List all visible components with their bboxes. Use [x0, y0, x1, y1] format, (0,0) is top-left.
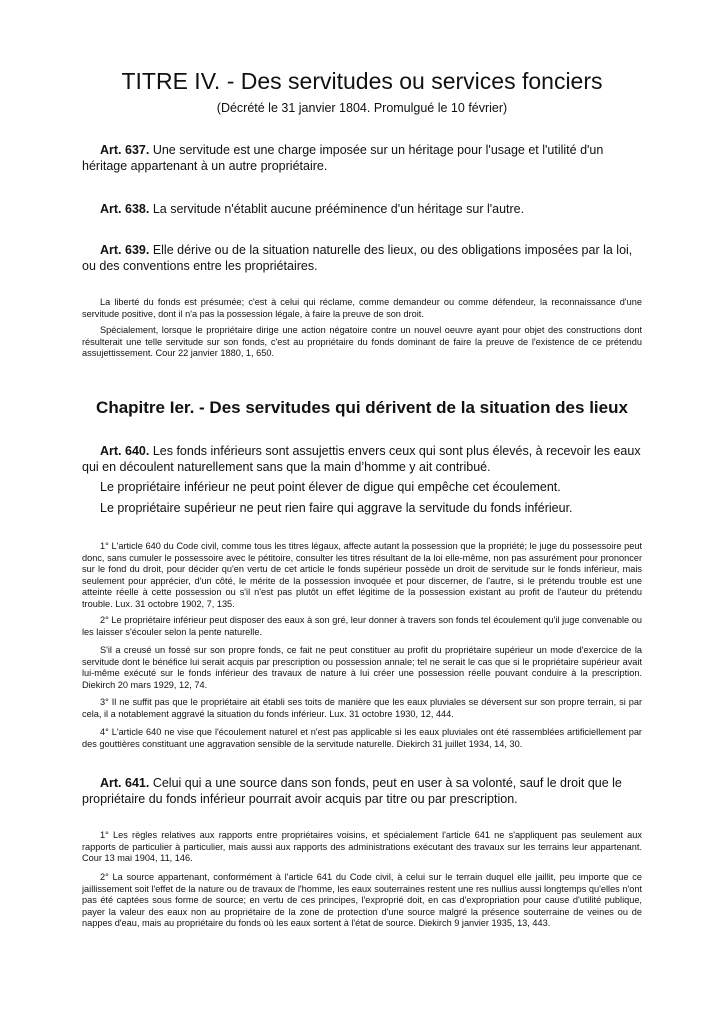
- annotation-paragraph: 4° L'article 640 ne vise que l'écoulement naturel et n'est pas applicable si les eaux pluviales ont été rassemblées artificiellement par des gouttières constituant une aggravation sensible de la servitude naturelle. Diekirch 31 juillet 1934, 14, 30.: [82, 727, 642, 749]
- annotation-paragraph: 2° La source appartenant, conformément à l'article 641 du Code civil, à celui sur le terrain duquel elle jaillit, peu importe que ce jaillissement soit l'effet de la nature ou de travaux de l'homme, les eaux souterraines restent une res nullius aussi longtemps qu'elles n'ont pas été captées sous forme de source; en vertu de ces principes, l'exproprié doit, en cas d'expropriation pour cause d'utilité publique, payer la valeur des eaux non au propriétaire de la zone de protection d'une source malgré la présence souterraine de veines ou de nappes d'eau, mais au propriétaire du fonds où les eaux sortent à l'état de source. Diekirch 9 janvier 1935, 13, 443.: [82, 872, 642, 928]
- chapter-title: Chapitre Ier. - Des servitudes qui dérivent de la situation des lieux: [96, 398, 628, 417]
- annotation-paragraph: La liberté du fonds est présumée; c'est à celui qui réclame, comme demandeur ou comme défendeur, la reconnaissance d'une servitude positive, dont il n'a pas la possession légale, à faire la preuve de son droit.: [82, 297, 642, 319]
- article-641: [82, 776, 642, 807]
- article-text: La servitude n'établit aucune prééminence d'un héritage sur l'autre.: [149, 202, 525, 216]
- annotation-paragraph: 1° Les règles relatives aux rapports entre propriétaires voisins, et spécialement l'article 641 ne s'appliquent pas seulement aux rapports de particulier à particulier, mais aussi aux rapports des administrations exécutant des travaux sur les terrains leur appartenant. Cour 13 mai 1904, 11, 146.: [82, 830, 642, 863]
- annotation-paragraph: 2° Le propriétaire inférieur peut disposer des eaux à son gré, leur donner à travers son fonds tel écoulement qu'il juge convenable ou les laisser s'écouler selon la pente naturelle.: [82, 615, 642, 637]
- article-number: Art. 637.: [100, 143, 150, 157]
- article-640-paragraph-3: Le propriétaire supérieur ne peut rien faire qui aggrave la servitude du fonds inférieur.: [100, 501, 573, 515]
- article-640: [82, 444, 642, 475]
- article-number: Art. 640.: [100, 444, 150, 458]
- article-640-paragraph-2: Le propriétaire inférieur ne peut point élever de digue qui empêche cet écoulement.: [100, 480, 561, 494]
- page-title: TITRE IV. - Des servitudes ou services fonciers: [121, 68, 603, 94]
- annotation-paragraph: S'il a creusé un fossé sur son propre fonds, ce fait ne peut constituer au profit du propriétaire supérieur un mode d'exercice de la servitude dont le bénéfice lui serait acquis par prescription ou possession annale; tel ne serait le cas que si le propriétaire supérieur avait lui-même exécuté sur le fonds inférieur des travaux de nature à lui créer une possession réelle pouvant conduire à la prescription. Diekirch 20 mars 1929, 12, 74.: [82, 645, 642, 690]
- annotation-paragraph: 3° Il ne suffit pas que le propriétaire ait établi ses toits de manière que les eaux pluviales se déversent sur son propre terrain, si par cela, il a notablement aggravé la situation du fonds inférieur. Lux. 31 octobre 1930, 12, 444.: [82, 697, 642, 719]
- article-number: Art. 641.: [100, 776, 150, 790]
- article-637: [82, 143, 642, 174]
- page-subtitle: (Décrété le 31 janvier 1804. Promulgué le 10 février): [216, 101, 508, 115]
- article-text: Une servitude est une charge imposée sur un héritage pour l'usage et l'utilité d'un héritage appartenant à un autre propriétaire.: [82, 143, 604, 173]
- annotation-paragraph: Spécialement, lorsque le propriétaire dirige une action négatoire contre un nouvel oeuvre ayant pour objet des constructions dont résulterait une telle servitude sur son fonds, c'est au propriétaire du fonds dominant de faire la preuve de l'existence de ce prétendu assujettissement. Cour 22 janvier 1880, 1, 650.: [82, 325, 642, 358]
- article-number: Art. 638.: [100, 202, 150, 216]
- annotation-paragraph: 1° L'article 640 du Code civil, comme tous les titres légaux, affecte autant la possession que la propriété; le juge du possessoire peut donc, sans cumuler le possessoire avec le pétitoire, consulter les titres résultant de la loi elle-même, non pas assurément pour prononcer sur le fond du droit, pour décider qu'en vertu de cet article le fonds supérieur possède un droit de servitude sur le fonds inférieur, mais seulement pour apprécier, d'un côté, le mérite de la possession invoquée et pour discerner, de l'autre, si le prétendu trouble est une atteinte réelle à cette possession ou s'il n'est pas plutôt un effet légitime de la possession existant au profit de l'auteur du prétendu trouble. Lux. 31 octobre 1902, 7, 135.: [82, 541, 642, 609]
- article-text: Les fonds inférieurs sont assujettis envers ceux qui sont plus élevés, à recevoir les eaux qui en découlent naturellement sans que la main d’homme y ait contribué.: [82, 444, 641, 474]
- article-639: [82, 243, 642, 274]
- article-text: Celui qui a une source dans son fonds, peut en user à sa volonté, sauf le droit que le propriétaire du fonds inférieur pourrait avoir acquis par titre ou par prescription.: [82, 776, 622, 806]
- article-638: [82, 202, 642, 218]
- article-number: Art. 639.: [100, 243, 150, 257]
- article-text: Elle dérive ou de la situation naturelle des lieux, ou des obligations imposées par la loi, ou des conventions entre les propriétaires.: [82, 243, 633, 273]
